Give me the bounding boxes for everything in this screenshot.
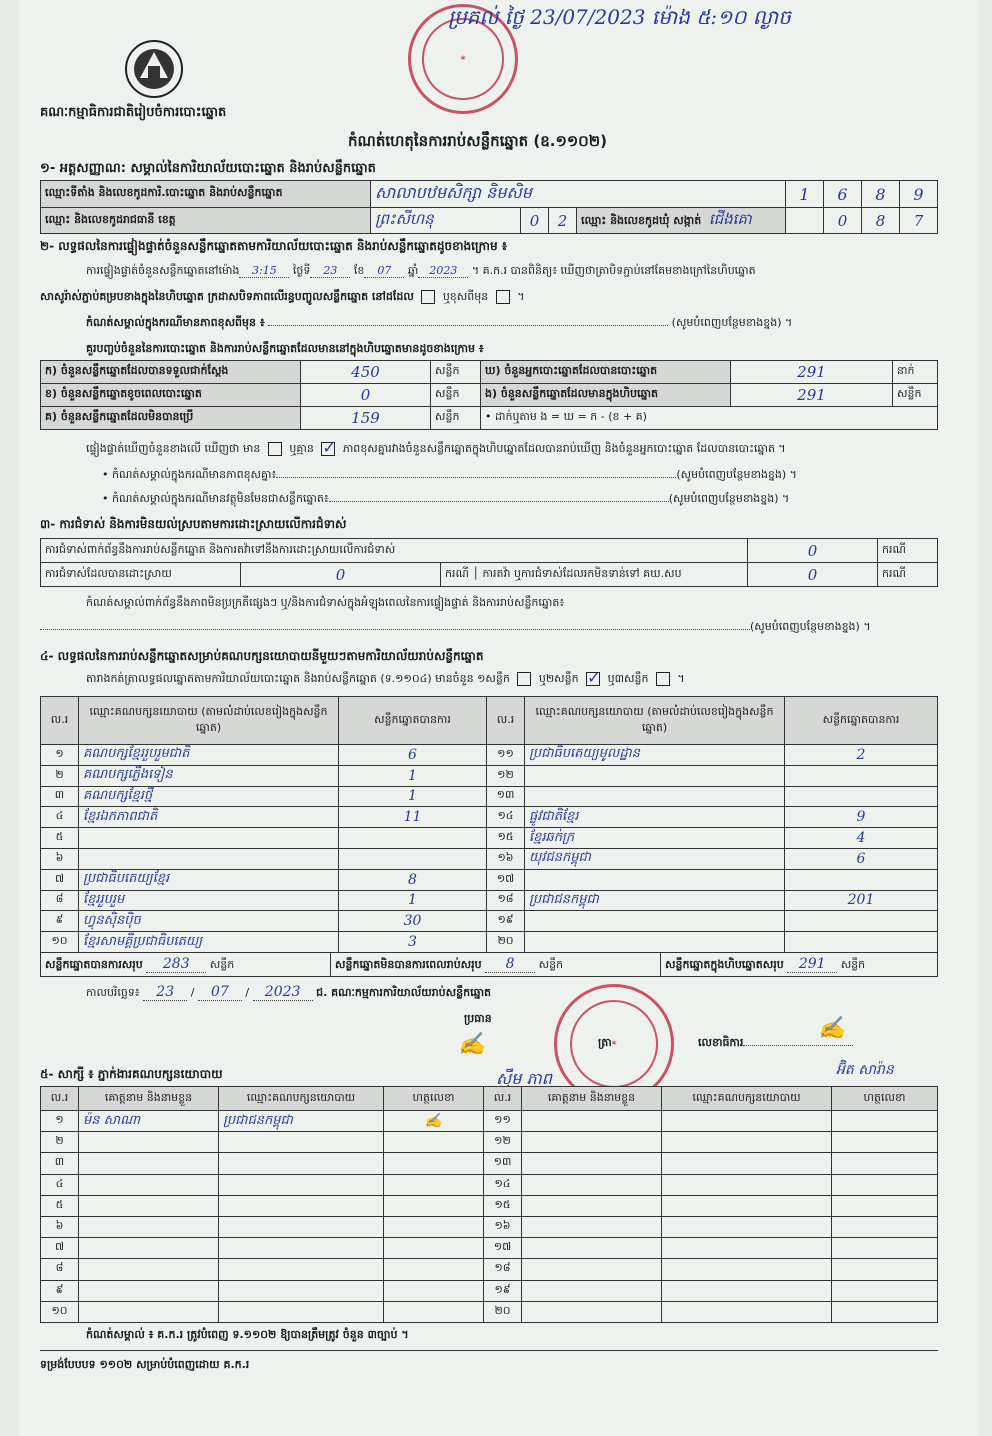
vote-count (785, 932, 938, 953)
table-row (41, 1195, 938, 1216)
row-number: ៦ (41, 848, 79, 869)
secretary-name: អ៊ិត សារ៉ាន (836, 1062, 894, 1078)
witness-party (219, 1259, 384, 1280)
table-row (41, 1174, 938, 1195)
section5-note: កំណត់សម្គាល់ ៖ គ.ក.រ ត្រូវបំពេញ ទ.១១០២ ឱ្យបានត្រឹមត្រូវ ចំនួន ៣ច្បាប់ ។ (86, 1328, 409, 1341)
row-number: ១៤ (484, 1174, 522, 1195)
table-row (41, 786, 938, 807)
party-name: គណបក្សខ្មែរថ្មី (79, 786, 339, 807)
col-votes: សន្លឹកឆ្នោតបានការ (339, 697, 487, 745)
witness-signature (384, 1301, 484, 1322)
chair-signature: ✍ (458, 1032, 486, 1057)
unit-case: ករណី (878, 539, 938, 563)
witness-name (522, 1153, 662, 1174)
col-no: ល.រ (41, 1087, 79, 1111)
vote-count: 30 (339, 911, 487, 932)
different-checkbox[interactable] (496, 290, 510, 304)
witness-table (40, 1086, 938, 1323)
total-valid-value: 283 (146, 956, 206, 973)
vote-count: 1 (339, 765, 487, 786)
unit-sheet: សន្លឹក (431, 407, 481, 430)
witness-party (662, 1111, 832, 1132)
difference-note: កំណត់សម្គាល់ក្នុងករណីមានភាពខុសពីមុន ៖ (សូមបំពេញបន្ថែមខាងខ្នង) ។ (86, 316, 793, 329)
secretary-signature: ✍ (818, 1016, 846, 1041)
col-party: ឈ្មោះគណបក្សនយោបាយ (តាមលំដាប់លេខរៀងក្នុងសន្លឹកឆ្នោត) (525, 697, 785, 745)
received-label: ក) ចំនួនសន្លឹកឆ្នោតដែលបានទទួលជាក់ស្តែង (41, 361, 301, 384)
date-day: 23 (143, 984, 187, 1001)
witness-party (219, 1174, 384, 1195)
witness-signature (832, 1111, 938, 1132)
date-line: កាលបរិច្ឆេទ៖ 23 / 07 / 2023 ជ. គណៈកម្មការការិយាល័យរាប់សន្លឹកឆ្នោត (86, 984, 492, 1000)
commune-code-1: 0 (824, 208, 862, 234)
vote-count (785, 786, 938, 807)
vote-count: 11 (339, 807, 487, 828)
witness-name (79, 1301, 219, 1322)
table-row (41, 828, 938, 849)
witness-name (522, 1132, 662, 1153)
party-name: ប្រជាធិបតេយ្យខ្មែរ (79, 869, 339, 890)
row-number: ១១ (484, 1111, 522, 1132)
bullet-foreign-object: • កំណត់សម្គាល់ក្នុងករណីមានវត្ថុមិនមែនជាសន្លឹកឆ្នោត៖ (សូមបំពេញបន្ថែមខាងខ្នង) ។ (102, 492, 790, 505)
witness-signature (384, 1174, 484, 1195)
witness-signature (832, 1195, 938, 1216)
commune-label: ឈ្មោះ និងលេខកូដឃុំ សង្កាត់ ជើងគោ (577, 208, 786, 234)
row-number: ៦ (41, 1216, 79, 1237)
col-party: ឈ្មោះគណបក្សនយោបាយ (219, 1087, 384, 1111)
party-name: យុវជនកម្ពុជា (525, 848, 785, 869)
verification-year: 2023 (418, 264, 468, 278)
no-difference-checkbox[interactable] (321, 442, 335, 456)
col-sign: ហត្ថលេខា (832, 1087, 938, 1111)
witness-name (522, 1259, 662, 1280)
table-row (41, 869, 938, 890)
witness-name (522, 1280, 662, 1301)
party-name: ខ្មែរសាមគ្គីប្រជាធិបតេយ្យ (79, 932, 339, 953)
spoiled-label: ខ) ចំនួនសន្លឹកឆ្នោតខូចពេលបោះឆ្នោត (41, 384, 301, 407)
witness-name (79, 1216, 219, 1237)
party-name: ខ្មែររួបរួម (79, 890, 339, 911)
vote-count (339, 848, 487, 869)
witness-signature (384, 1153, 484, 1174)
table-row (41, 1132, 938, 1153)
unit-sheet: សន្លឹក (431, 384, 481, 407)
row-number: ១៨ (484, 1259, 522, 1280)
total-invalid-value: 8 (485, 956, 535, 973)
witness-party (662, 1238, 832, 1259)
formula-text: • ដាក់ឬតាម ង = ឃ = ក - (ខ + គ) (481, 407, 938, 430)
total-invalid-cell: សន្លឹកឆ្នោតមិនបានការពេលរាប់សរុប 8 សន្លឹក (331, 953, 661, 977)
location-value: សាលាបឋមសិក្សា និមសិម (371, 181, 786, 208)
witness-name (522, 1111, 662, 1132)
province-code-1: 0 (521, 208, 549, 234)
col-name: គោត្តនាម និងនាមខ្លួន (522, 1087, 662, 1111)
table-row (41, 1301, 938, 1322)
witness-name (79, 1238, 219, 1259)
row-number: ១០ (41, 1301, 79, 1322)
committee-name: គណៈកម្មាធិការជាតិរៀបចំការបោះឆ្នោត (40, 105, 227, 120)
province-value: ព្រះសីហនុ (371, 208, 521, 234)
resolved-value: 0 (241, 563, 441, 587)
total-box-cell: សន្លឹកឆ្នោតក្នុងហិបឆ្នោតសរុប 291 សន្លឹក (661, 953, 938, 977)
resolved-label: ការជំទាស់ដែលបានដោះស្រាយ (41, 563, 241, 587)
table-row (41, 890, 938, 911)
spoiled-value: 0 (301, 384, 431, 407)
party-name: គណបក្សខ្មែររួបរួមជាតិ (79, 745, 339, 766)
witness-signature: ✍ (384, 1111, 484, 1132)
witness-signature (832, 1280, 938, 1301)
table-row (41, 932, 938, 953)
witness-party (662, 1301, 832, 1322)
verification-day: 23 (310, 264, 350, 278)
nec-emblem-icon (120, 38, 188, 100)
col-no: ល.រ (487, 697, 525, 745)
party-name: ប្រជាជនកម្ពុជា (525, 890, 785, 911)
row-number: ៥ (41, 1195, 79, 1216)
row-number: ១២ (484, 1132, 522, 1153)
party-name: ប្រជាធិបតេយ្យមូលដ្ឋាន (525, 745, 785, 766)
vote-count: 1 (339, 890, 487, 911)
table-row (41, 765, 938, 786)
witness-name (79, 1195, 219, 1216)
row-number: ១២ (487, 765, 525, 786)
row-number: ១៩ (484, 1280, 522, 1301)
col-name: គោត្តនាម និងនាមខ្លួន (79, 1087, 219, 1111)
party-name: ផ្លូវជាតិខ្មែរ (525, 807, 785, 828)
two-sheets-checkbox[interactable] (586, 672, 600, 686)
stamp-label: ត្រា (598, 1036, 612, 1049)
witness-signature (384, 1238, 484, 1259)
row-number: ៧ (41, 1238, 79, 1259)
difference-check-line: ផ្ទៀងផ្ទាត់ឃើញចំនួនខាងលើ ឃើញថា មាន ឬគ្មាន ✓ ភាពខុសគ្នារវាងចំនួនសន្លឹកឆ្នោតក្នុងហិបឆ្នោតដែលបានរាប់ឃើញ និងចំនួនអ្នកបោះឆ្នោត ដែលបានបោះឆ្នោត ។ (86, 442, 786, 458)
witness-party (219, 1301, 384, 1322)
row-number: ២០ (487, 932, 525, 953)
voters-unit: នាក់ (893, 361, 938, 384)
province-code-2: 2 (549, 208, 577, 234)
witness-signature (384, 1195, 484, 1216)
witness-signature (832, 1132, 938, 1153)
col-sign: ហត្ថលេខា (384, 1087, 484, 1111)
chair-label: ប្រធាន (464, 1012, 492, 1025)
table-row (41, 807, 938, 828)
col-party: ឈ្មោះគណបក្សនយោបាយ (តាមលំដាប់លេខរៀងក្នុងសន្លឹកឆ្នោត) (79, 697, 339, 745)
witness-party (662, 1132, 832, 1153)
chair-name: ស៊ឹម ភាព (496, 1069, 552, 1088)
row-number: ១៧ (487, 869, 525, 890)
witness-signature (384, 1216, 484, 1237)
in-box-unit: សន្លឹក (893, 384, 938, 407)
party-name (79, 848, 339, 869)
section3-title: ៣- ការជំទាស់ និងការមិនយល់ស្របតាមការដោះស្រាយលើការជំទាស់ (40, 517, 347, 531)
vote-count: 1 (339, 786, 487, 807)
row-number: ៩ (41, 911, 79, 932)
irregularity-note-fill: (សូមបំពេញបន្ថែមខាងខ្នង) ។ (40, 620, 938, 636)
witness-name (522, 1301, 662, 1322)
row-number: ១ (41, 1111, 79, 1132)
commune-code-3: 7 (900, 208, 938, 234)
col-no: ល.រ (484, 1087, 522, 1111)
witness-party (219, 1238, 384, 1259)
in-box-value: 291 (731, 384, 893, 407)
witness-name (522, 1238, 662, 1259)
secretary-label: លេខាធិការ (698, 1036, 853, 1052)
vote-count: 201 (785, 890, 938, 911)
party-name (525, 911, 785, 932)
totals-table (40, 952, 938, 977)
location-code-3: 8 (862, 181, 900, 208)
witness-signature (384, 1280, 484, 1301)
official-stamp-top: ✶ (408, 4, 518, 114)
witness-name (79, 1259, 219, 1280)
vote-count: 6 (785, 848, 938, 869)
witness-name (79, 1280, 219, 1301)
witness-name (522, 1195, 662, 1216)
row-number: ១៧ (484, 1238, 522, 1259)
province-label: ឈ្មោះ និងលេខកូដរាជធានី ខេត្ត (41, 208, 371, 234)
witness-party (662, 1216, 832, 1237)
col-no: ល.រ (41, 697, 79, 745)
three-sheets-checkbox[interactable] (656, 672, 670, 686)
witness-party (219, 1280, 384, 1301)
section1-table (40, 180, 938, 234)
party-name (525, 932, 785, 953)
row-number: ១១ (487, 745, 525, 766)
witness-party (219, 1195, 384, 1216)
col-party: ឈ្មោះគណបក្សនយោបាយ (662, 1087, 832, 1111)
count-intro: គួរបញ្ចប់ចំនួននៃការបោះឆ្នោត និងការរាប់សន្លឹកឆ្នោតដែលមាននៅក្នុងហិបឆ្នោតមានដូចខាងក្រោម ៖ (86, 342, 484, 355)
party-name: ខ្មែរឯកភាពជាតិ (79, 807, 339, 828)
party-name (79, 828, 339, 849)
witness-name (522, 1174, 662, 1195)
verification-line-1: ការផ្ទៀងផ្ទាត់ចំនួនសន្លឹកឆ្នោតនៅម៉ោង 3:15 ថ្ងៃទី 23 ខែ 07 ឆ្នាំ 2023 ។ គ.ក.រ បានពិនិត្យ៖ ឃើញថាត្រាបិទភ្ជាប់នៅគែមខាងក្រៅនៃហិបឆ្នោត (86, 264, 756, 277)
footer-text: ទម្រង់បែបបទ ១១០២ សម្រាប់បំពេញដោយ គ.ក.រ (40, 1358, 250, 1371)
row-number: ១៥ (487, 828, 525, 849)
row-number: ១ (41, 745, 79, 766)
witness-party (662, 1195, 832, 1216)
vote-count (785, 765, 938, 786)
witness-party: ប្រជាជនកម្ពុជា (219, 1111, 384, 1132)
row-number: ១៣ (487, 786, 525, 807)
section5-title: ៥- សាក្សី ៖ ភ្នាក់ងារគណបក្សនយោបាយ (40, 1067, 223, 1081)
witness-signature (832, 1259, 938, 1280)
row-number: ២ (41, 765, 79, 786)
section4-title: ៤- លទ្ធផលនៃការរាប់សន្លឹកឆ្នោតសម្រាប់គណបក្សនយោបាយនីមួយៗតាមការិយាល័យរាប់សន្លឹកឆ្នោត (40, 649, 484, 663)
count-table (40, 360, 938, 430)
official-stamp-bottom: ✶ (554, 984, 674, 1104)
unresolved-label: ករណី │ ការតវ៉ា ឬការជំទាស់ដែលរកមិនទាន់ទៅ គឃ.សប (441, 563, 748, 587)
unit-case: ករណី (878, 563, 938, 587)
irregularity-note: កំណត់សម្គាល់ពាក់ព័ន្ធនឹងភាពមិនប្រក្រតីផ្សេងៗ ឬ/និងការជំទាស់ក្នុងអំឡុងពេលនៃការផ្ទៀងផ្ទាត់ និងការរាប់សន្លឹកឆ្នោត៖ (86, 596, 565, 609)
same-checkbox[interactable] (421, 290, 435, 304)
witness-party (662, 1280, 832, 1301)
vote-count: 3 (339, 932, 487, 953)
party-name: គណបក្សភ្លើងទៀន (79, 765, 339, 786)
witness-party (219, 1132, 384, 1153)
table-row (41, 1153, 938, 1174)
row-number: ១៤ (487, 807, 525, 828)
row-number: ៧ (41, 869, 79, 890)
vote-count (785, 911, 938, 932)
witness-signature (384, 1132, 484, 1153)
location-code-2: 6 (824, 181, 862, 208)
date-month: 07 (198, 984, 242, 1001)
table-row (41, 1111, 938, 1132)
party-name (525, 786, 785, 807)
unused-label: គ) ចំនួនសន្លឹកឆ្នោតដែលមិនបានប្រើ (41, 407, 301, 430)
verification-line-2: សាសូរ៉ាស់ភ្ជាប់គម្របខាងក្នុងនៃហិបឆ្នោត ក្រដាសបិទភាពលើរន្ធបញ្ចូលសន្លឹកឆ្នោត នៅដដែល ឬខុសពីមុន ។ (40, 290, 525, 303)
row-number: ៤ (41, 1174, 79, 1195)
unused-value: 159 (301, 407, 431, 430)
table-row (41, 848, 938, 869)
table-row (41, 911, 938, 932)
table-row (41, 1216, 938, 1237)
witness-signature (832, 1238, 938, 1259)
total-valid-cell: សន្លឹកឆ្នោតបានការសរុប 283 សន្លឹក (41, 953, 331, 977)
witness-party (219, 1216, 384, 1237)
witness-signature (832, 1174, 938, 1195)
location-code-1: 1 (786, 181, 824, 208)
witness-name (79, 1153, 219, 1174)
section1-title: ១- អត្តសញ្ញាណ: សម្គាល់នៃការិយាល័យបោះឆ្នោត និងរាប់សន្លឹកឆ្នោត (40, 161, 376, 176)
table-row (41, 1238, 938, 1259)
witness-name (79, 1174, 219, 1195)
row-number: ៣ (41, 1153, 79, 1174)
vote-count: 9 (785, 807, 938, 828)
party-name: ខ្មែរឆក់ក្រ (525, 828, 785, 849)
vote-count: 4 (785, 828, 938, 849)
section4-intro: តារាងកត់ត្រាលទ្ធផលឆ្នោតតាមការិយាល័យបោះឆ្នោត និងរាប់សន្លឹកឆ្នោត (ទ.១១០៤) មានចំនួន ១សន្លឹក ឬ២សន្លឹក ✓ ឬ៣សន្លឹក ។ (86, 672, 685, 688)
witness-name (79, 1132, 219, 1153)
row-number: ៩ (41, 1280, 79, 1301)
table-row (41, 745, 938, 766)
witness-signature (832, 1153, 938, 1174)
objection-table (40, 538, 938, 587)
location-code-4: 9 (900, 181, 938, 208)
row-number: ៨ (41, 1259, 79, 1280)
row-number: ២ (41, 1132, 79, 1153)
witness-party (662, 1259, 832, 1280)
row-number: ១៦ (484, 1216, 522, 1237)
vote-count: 8 (339, 869, 487, 890)
witness-party (662, 1174, 832, 1195)
witness-name: ម៉ន សាណា (79, 1111, 219, 1132)
row-number: ៨ (41, 890, 79, 911)
table-row (41, 1259, 938, 1280)
unit-sheet: សន្លឹក (431, 361, 481, 384)
date-year: 2023 (253, 984, 313, 1001)
row-number: ២០ (484, 1301, 522, 1322)
row-number: ១៦ (487, 848, 525, 869)
table-row (41, 1280, 938, 1301)
form-page (18, 0, 978, 1436)
has-difference-checkbox[interactable] (268, 442, 282, 456)
verification-time: 3:15 (239, 264, 289, 278)
vote-count: 2 (785, 745, 938, 766)
location-label: ឈ្មោះទីតាំង និងលេខកូដការិ.បោះឆ្នោត និងរាប់សន្លឹកឆ្នោត (41, 181, 371, 208)
bullet-difference: • កំណត់សម្គាល់ក្នុងករណីមានភាពខុសគ្នា៖ (សូមបំពេញបន្ថែមខាងខ្នង) ។ (102, 468, 797, 481)
form-title: កំណត់ហេតុនៃការរាប់សន្លឹកឆ្នោត (ឧ.១១០២) (348, 132, 608, 150)
section2-title: ២- លទ្ធផលនៃការផ្ទៀងផ្ទាត់ចំនួនសន្លឹកឆ្នោតតាមការិយាល័យបោះឆ្នោត និងរាប់សន្លឹកឆ្នោតដូចខាងក្រោម ៖ (40, 239, 508, 253)
party-name: ហ្វុនស៊ិនប៉ិច (79, 911, 339, 932)
witness-signature (384, 1259, 484, 1280)
row-number: ១០ (41, 932, 79, 953)
handwritten-receipt: ប្រគល់​​ ថ្ងៃ 23/07/2023 ម៉ោង ៥:១០ ល្ងាច (448, 5, 791, 29)
party-name (525, 869, 785, 890)
row-number: ៤ (41, 807, 79, 828)
commune-code-2: 8 (862, 208, 900, 234)
witness-signature (832, 1301, 938, 1322)
vote-count (339, 828, 487, 849)
party-name (525, 765, 785, 786)
col-votes: សន្លឹកឆ្នោតបានការ (785, 697, 938, 745)
footer-divider (40, 1350, 938, 1351)
in-box-label: ង) ចំនួនសន្លឹកឆ្នោតដែលមានក្នុងហិបឆ្នោត (481, 384, 731, 407)
row-number: ៥ (41, 828, 79, 849)
witness-signature (832, 1216, 938, 1237)
voters-label: ឃ) ចំនួនអ្នកបោះឆ្នោតដែលបានបោះឆ្នោត (481, 361, 731, 384)
commune-value: ជើងគោ (708, 209, 752, 228)
row-number: ១៨ (487, 890, 525, 911)
row-number: ១៥ (484, 1195, 522, 1216)
objection-label: ការជំទាស់ពាក់ព័ន្ធនឹងការរាប់សន្លឹកឆ្នោត និងការតវ៉ាទៅនឹងការដោះស្រាយលើការជំទាស់ (41, 539, 748, 563)
voters-value: 291 (731, 361, 893, 384)
total-box-value: 291 (787, 956, 837, 973)
row-number: ៣ (41, 786, 79, 807)
witness-party (662, 1153, 832, 1174)
one-sheet-checkbox[interactable] (517, 672, 531, 686)
vote-count: 6 (339, 745, 487, 766)
results-table (40, 696, 938, 953)
row-number: ១៩ (487, 911, 525, 932)
vote-count (785, 869, 938, 890)
verification-month: 07 (364, 264, 404, 278)
unresolved-value: 0 (748, 563, 878, 587)
witness-name (522, 1216, 662, 1237)
row-number: ១៣ (484, 1153, 522, 1174)
received-value: 450 (301, 361, 431, 384)
objection-value: 0 (748, 539, 878, 563)
witness-party (219, 1153, 384, 1174)
